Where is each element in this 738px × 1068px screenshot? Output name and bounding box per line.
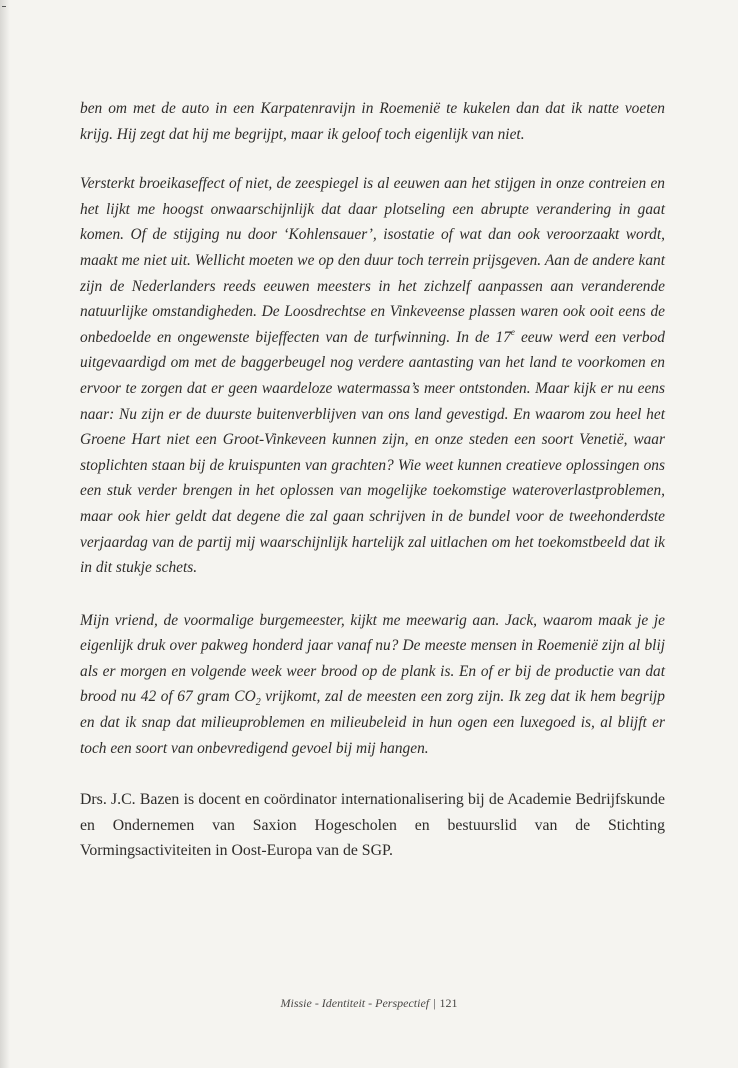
century-superscript: e [510,326,515,337]
footer-separator: | [433,996,436,1010]
co2-subscript: 2 [255,697,261,709]
paragraph-1: ben om met de auto in een Karpatenravijn in Roemenië te kukelen dan dat ik natte voeten krijg. Hij zegt dat hij me begrijpt, maar ik geloof toch eigenlijk van niet. [80,100,665,143]
page-number: 121 [439,996,458,1010]
paragraph-3-text-b: vrijkomt, zal de meesten een zorg zijn. Ik zeg dat ik hem begrijp en dat ik snap dat milieuproblemen en milieubeleid in hun ogen een luxegoed is, al blijft er toch een soort van onbevredigend gevoel bij mij hangen. [80,688,665,757]
paragraph-3 [80,608,665,762]
running-title: Missie - Identiteit - Perspectief [280,996,430,1010]
paragraph-3-text-a: Mijn vriend, de voormalige burgemeester, kijkt me meewarig aan. Jack, waarom maak je je eigenlijk druk over pakweg honderd jaar vanaf nu? De meeste mensen in Roemenië zijn al blij als er morgen en volgende week weer brood op de plank is. En of er bij de productie van dat brood nu 42 of 67 gram CO [80,611,665,706]
paragraph-2-text-b: eeuw werd een verbod uitgevaardigd om met de baggerbeugel nog verdere aantasting van het land te voorkomen en ervoor te zorgen dat er geen waardeloze watermassa’s meer ontstonden. Maar kijk er nu eens naar: Nu zijn er de duurste buitenverblijven van ons land gevestigd. En waarom zou heel het Groene Hart niet een Groot-Vinkeveen kunnen zijn, en onze steden een soort Venetië, waar stoplichten staan bij de kruispunten van grachten? Wie weet kunnen creatieve oplossingen ons een stuk verder brengen in het oplossen van mogelijke toekomstige wateroverlastproblemen, maar ook hier geldt dat degene die zal gaan schrijven in de bundel voor de tweehonderdste verjaardag van de partij mij waarschijnlijk hartelijk zal uitlachen om het toekomstbeeld dat ik in dit stukje schets. [80,328,665,577]
page-edge-mark [2,6,6,7]
page-footer [0,996,738,1011]
page-body [80,96,665,864]
author-bio: Drs. J.C. Bazen is docent en coördinator internationalisering bij de Academie Bedrijfskunde en Ondernemen van Saxion Hogescholen en bestuurslid van de Stichting Vormingsactiviteiten in Oost-Europa van de SGP. [80,791,665,860]
paragraph-2-text-a: Versterkt broeikaseffect of niet, de zeespiegel is al eeuwen aan het stijgen in onze contreien en het lijkt me hoogst onwaarschijnlijk dat daar plotseling een abrupte verandering in gaat komen. Of de stijging nu door ‘Kohlensauer’, isostatie of wat dan ook veroorzaakt wordt, maakt me niet uit. Wellicht moeten we op den duur toch terrein prijsgeven. Aan de andere kant zijn de Nederlanders reeds eeuwen meesters in het zichzelf aanpassen aan veranderende natuurlijke omstandigheden. De Loosdrechtse en Vinkeveense plassen waren ook ooit eens de onbedoelde en ongewenste bijeffecten van de turfwinning. In de 17 [80,175,665,346]
paragraph-2 [80,171,665,581]
page-binding-edge [0,0,10,1068]
